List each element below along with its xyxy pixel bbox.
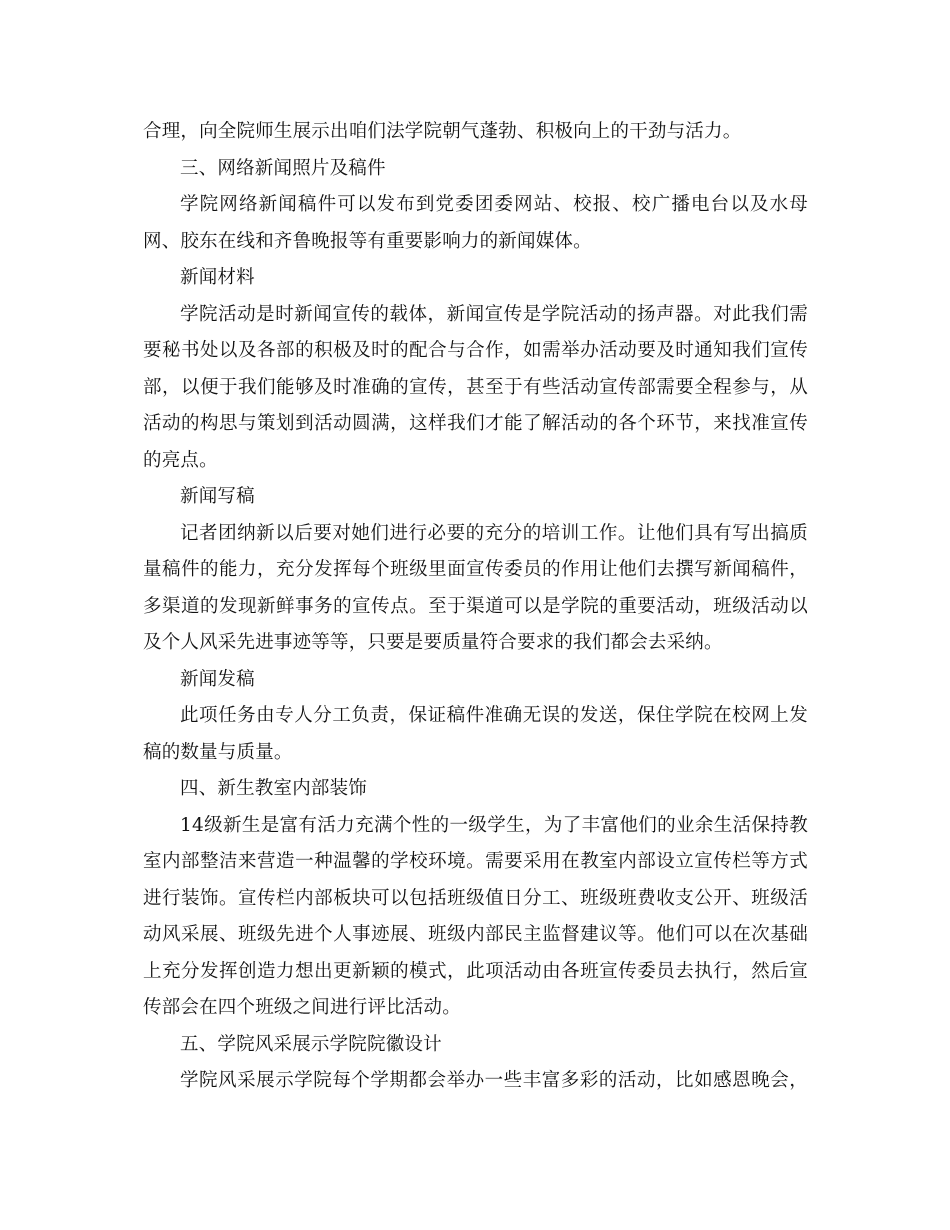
text-line: 学院活动是时新闻宣传的载体，新闻宣传是学院活动的扬声器。对此我们需 xyxy=(180,303,808,325)
text-line: 记者团纳新以后要对她们进行必要的充分的培训工作。让他们具有写出搞质 xyxy=(180,522,808,544)
text-line: 稿的数量与质量。 xyxy=(143,741,293,763)
section-heading: 三、网络新闻照片及稿件 xyxy=(180,157,386,179)
text-line: 学院风采展示学院每个学期都会举办一些丰富多彩的活动，比如感恩晚会， xyxy=(180,1070,808,1091)
text-line: 传部会在四个班级之间进行评比活动。 xyxy=(143,997,461,1018)
text-line: 量稿件的能力，充分发挥每个班级里面宣传委员的作用让他们去撰写新闻稿件， xyxy=(143,559,808,580)
text-line: 进行装饰。宣传栏内部板块可以包括班级值日分工、班级班费收支公开、班级活 xyxy=(143,887,808,909)
subsection-heading: 新闻写稿 xyxy=(180,486,255,507)
subsection-heading: 新闻发稿 xyxy=(180,668,255,690)
text-line: 室内部整洁来营造一种温馨的学校环境。需要采用在教室内部设立宣传栏等方式 xyxy=(143,851,808,872)
text-line: 上充分发挥创造力想出更新颖的模式，此项活动由各班宣传委员去执行，然后宣 xyxy=(143,960,808,982)
text-line: 活动的构思与策划到活动圆满，这样我们才能了解活动的各个环节，来找准宣传 xyxy=(143,413,808,434)
text-line: 学院网络新闻稿件可以发布到党委团委网站、校报、校广播电台以及水母 xyxy=(180,194,808,215)
section-heading: 四、新生教室内部装饰 xyxy=(180,778,368,799)
section-heading: 五、学院风采展示学院院徽设计 xyxy=(180,1033,442,1055)
text-line: 动风采展、班级先进个人事迹展、班级内部民主监督建议等。他们可以在次基础 xyxy=(143,924,808,945)
subsection-heading: 新闻材料 xyxy=(180,267,255,288)
text-line: 多渠道的发现新鲜事务的宣传点。至于渠道可以是学院的重要活动，班级活动以 xyxy=(143,595,808,617)
text-line: 网、胶东在线和齐鲁晚报等有重要影响力的新闻媒体。 xyxy=(143,230,592,252)
text-line: 及个人风采先进事迹等等，只要是要质量符合要求的我们都会去采纳。 xyxy=(143,632,723,653)
text-line: 部，以便于我们能够及时准确的宣传，甚至于有些活动宣传部需要全程参与，从 xyxy=(143,376,808,398)
text-line: 此项任务由专人分工负责，保证稿件准确无误的发送，保住学院在校网上发 xyxy=(180,705,808,726)
text-line: 合理，向全院师生展示出咱们法学院朝气蓬勃、积极向上的干劲与活力。 xyxy=(143,121,742,142)
text-line: 要秘书处以及各部的积极及时的配合与合作，如需举办活动要及时通知我们宣传 xyxy=(143,340,808,361)
text-line: 的亮点。 xyxy=(143,449,218,471)
document-body xyxy=(143,114,808,1100)
text-line: 14级新生是富有活力充满个性的一级学生，为了丰富他们的业余生活保持教 xyxy=(180,814,808,836)
